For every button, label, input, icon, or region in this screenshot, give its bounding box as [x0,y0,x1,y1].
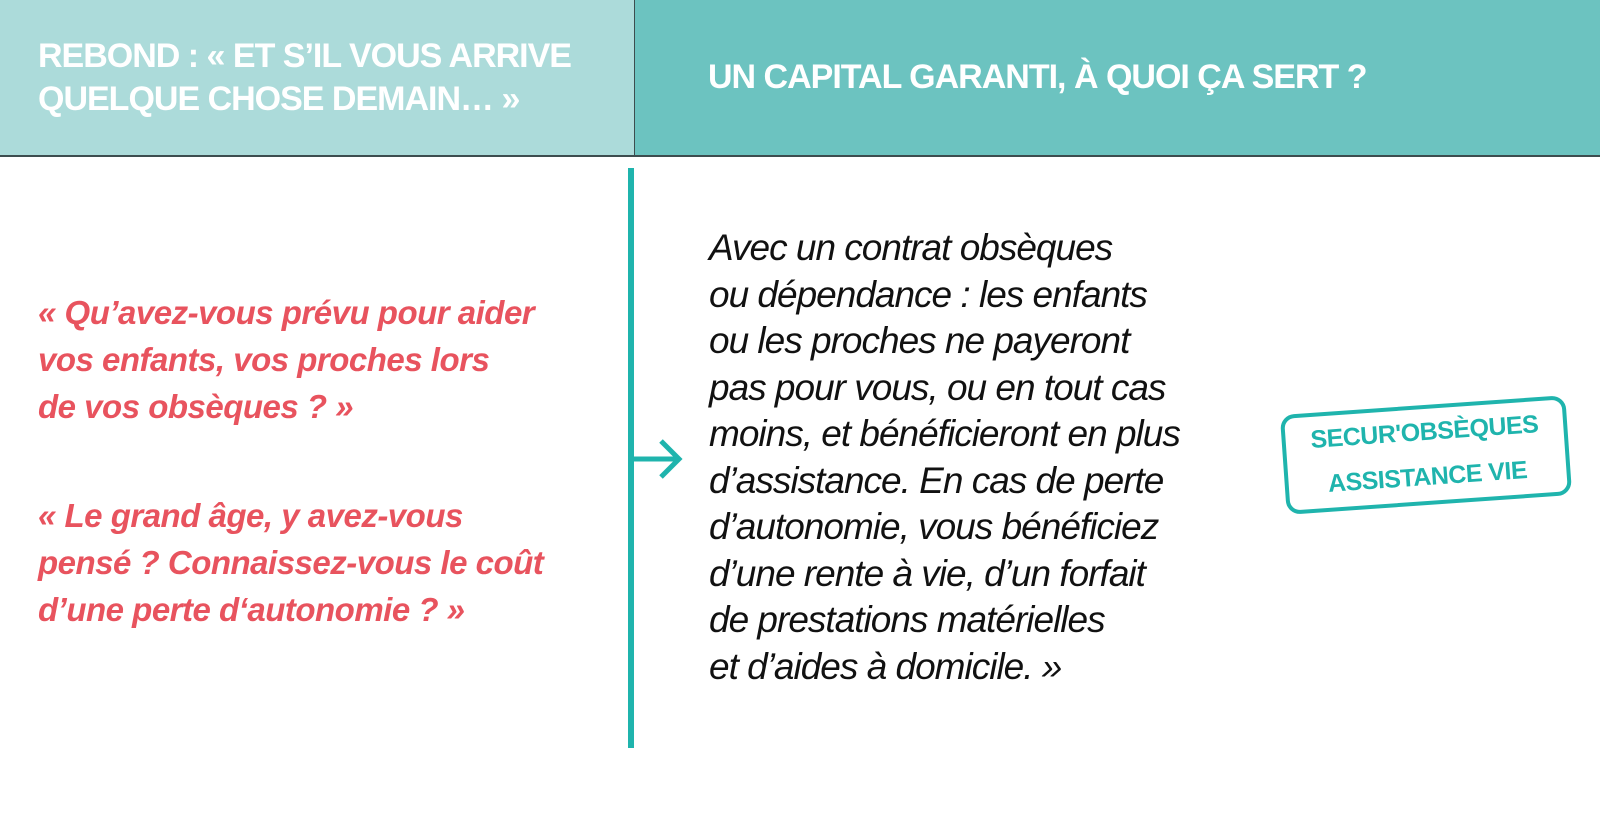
quote-grand-age: « Le grand âge, y avez-vous pensé ? Connaissez-vous le coût d’une perte d‘autonomie ? » [38,497,544,628]
header-right-title: UN CAPITAL GARANTI, À QUOI ÇA SERT ? [708,58,1367,96]
stamp-line-1: SECUR'OBSÈQUES [1309,410,1540,454]
header-right [634,0,1600,155]
header-divider-line [0,155,1600,157]
answer-text: Avec un contrat obsèques ou dépendance : les enfants ou les proches ne payeront pas pour vous, ou en tout cas moins, et bénéficieront en plus d’assistance. En cas de perte d’autonomie, vous bénéficiez d’une rente à vie, d’un forfait de prestations matérielles et d’aides à domicile. » [709,227,1180,687]
arrow-right-icon [634,434,684,484]
header-left [0,0,634,155]
product-stamp [1280,395,1572,515]
quote-obseques: « Qu’avez-vous prévu pour aider vos enfants, vos proches lors de vos obsèques ? » [38,294,535,425]
header-left-title: REBOND : « ET S’IL VOUS ARRIVE QUELQUE CHOSE DEMAIN… » [38,36,571,118]
stamp-line-2: ASSISTANCE VIE [1327,456,1529,498]
